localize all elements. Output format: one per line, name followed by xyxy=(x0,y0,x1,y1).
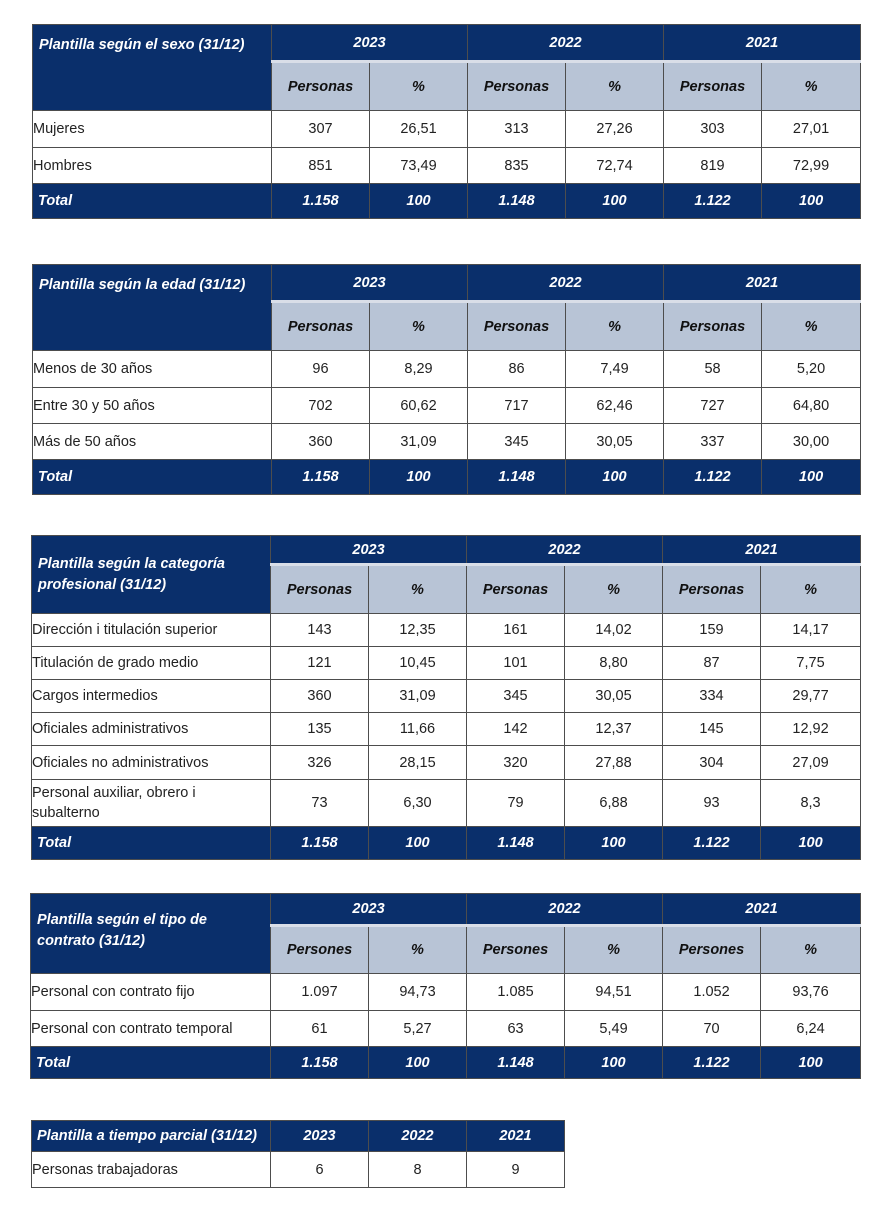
cell: 5,49 xyxy=(565,1011,663,1047)
table-parcial xyxy=(31,1120,565,1188)
table-edad xyxy=(32,264,861,495)
table-title-line: profesional (31/12) xyxy=(38,577,167,593)
cell: 27,09 xyxy=(761,746,861,780)
table-title-line: Plantilla según la categoría xyxy=(38,556,225,572)
column-header: Personas xyxy=(271,565,369,614)
cell: 717 xyxy=(468,388,566,424)
cell: 7,49 xyxy=(566,351,664,388)
cell: 6,24 xyxy=(761,1011,861,1047)
cell: 100 xyxy=(566,184,664,219)
cell: 320 xyxy=(467,746,565,780)
table-row xyxy=(33,388,861,424)
cell: 5,20 xyxy=(762,351,861,388)
row-label: Total xyxy=(33,184,272,219)
year-header: 2022 xyxy=(369,1121,467,1152)
row-label: Mujeres xyxy=(33,111,272,148)
column-header: % xyxy=(761,926,861,974)
row-label: Personas trabajadoras xyxy=(32,1152,271,1188)
year-header: 2023 xyxy=(272,25,468,62)
cell: 1.148 xyxy=(468,184,566,219)
cell: 62,46 xyxy=(566,388,664,424)
cell: 61 xyxy=(271,1011,369,1047)
row-label: Total xyxy=(32,827,271,860)
year-header: 2022 xyxy=(467,894,663,926)
cell: 64,80 xyxy=(762,388,861,424)
cell: 28,15 xyxy=(369,746,467,780)
total-row xyxy=(33,460,861,495)
cell: 14,17 xyxy=(761,614,861,647)
cell: 93 xyxy=(663,780,761,827)
row-label: Entre 30 y 50 años xyxy=(33,388,272,424)
table-row xyxy=(32,746,861,780)
cell: 96 xyxy=(272,351,370,388)
cell: 819 xyxy=(664,148,762,184)
cell: 30,05 xyxy=(565,680,663,713)
cell: 29,77 xyxy=(761,680,861,713)
cell: 1.122 xyxy=(664,460,762,495)
cell: 702 xyxy=(272,388,370,424)
year-header: 2023 xyxy=(271,894,467,926)
row-label: Total xyxy=(31,1047,271,1079)
cell: 8 xyxy=(369,1152,467,1188)
cell: 27,88 xyxy=(565,746,663,780)
year-header: 2021 xyxy=(663,536,861,565)
row-label: Titulación de grado medio xyxy=(32,647,271,680)
row-label: Oficiales no administrativos xyxy=(32,746,271,780)
cell: 100 xyxy=(761,827,861,860)
cell: 1.097 xyxy=(271,974,369,1011)
cell: 8,3 xyxy=(761,780,861,827)
table-row xyxy=(32,680,861,713)
row-label: Menos de 30 años xyxy=(33,351,272,388)
table-row xyxy=(32,614,861,647)
cell: 12,92 xyxy=(761,713,861,746)
row-label: Cargos intermedios xyxy=(32,680,271,713)
column-header: % xyxy=(565,565,663,614)
cell: 6,30 xyxy=(369,780,467,827)
table-row xyxy=(32,647,861,680)
cell: 9 xyxy=(467,1152,565,1188)
table-title xyxy=(32,536,271,614)
cell: 73 xyxy=(271,780,369,827)
row-label: Dirección i titulación superior xyxy=(32,614,271,647)
row-label: Más de 50 años xyxy=(33,424,272,460)
table-title-line: contrato (31/12) xyxy=(37,933,145,949)
cell: 142 xyxy=(467,713,565,746)
cell: 360 xyxy=(272,424,370,460)
total-row xyxy=(32,827,861,860)
cell: 12,35 xyxy=(369,614,467,647)
column-header: Personas xyxy=(272,62,370,111)
cell: 87 xyxy=(663,647,761,680)
cell: 360 xyxy=(271,680,369,713)
cell: 8,29 xyxy=(370,351,468,388)
cell: 6 xyxy=(271,1152,369,1188)
row-label: Total xyxy=(33,460,272,495)
year-header: 2021 xyxy=(467,1121,565,1152)
cell: 72,74 xyxy=(566,148,664,184)
table-row xyxy=(33,148,861,184)
cell: 1.085 xyxy=(467,974,565,1011)
year-header: 2023 xyxy=(272,265,468,302)
column-header: Personas xyxy=(664,62,762,111)
cell: 7,75 xyxy=(761,647,861,680)
cell: 334 xyxy=(663,680,761,713)
cell: 313 xyxy=(468,111,566,148)
cell: 26,51 xyxy=(370,111,468,148)
row-label: Hombres xyxy=(33,148,272,184)
cell: 1.158 xyxy=(271,1047,369,1079)
cell: 100 xyxy=(566,460,664,495)
table-title xyxy=(31,894,271,974)
year-header: 2022 xyxy=(467,536,663,565)
column-header: Personas xyxy=(663,565,761,614)
cell: 143 xyxy=(271,614,369,647)
row-label xyxy=(32,780,271,827)
year-header: 2021 xyxy=(663,894,861,926)
cell: 63 xyxy=(467,1011,565,1047)
cell: 1.052 xyxy=(663,974,761,1011)
column-header: Persones xyxy=(663,926,761,974)
cell: 58 xyxy=(664,351,762,388)
year-header: 2023 xyxy=(271,536,467,565)
table-contrato xyxy=(30,893,861,1079)
column-header: % xyxy=(369,565,467,614)
cell: 1.148 xyxy=(467,1047,565,1079)
cell: 326 xyxy=(271,746,369,780)
cell: 303 xyxy=(664,111,762,148)
table-sexo xyxy=(32,24,861,219)
total-row xyxy=(31,1047,861,1079)
cell: 94,51 xyxy=(565,974,663,1011)
cell: 27,26 xyxy=(566,111,664,148)
cell: 31,09 xyxy=(370,424,468,460)
cell: 100 xyxy=(565,1047,663,1079)
cell: 100 xyxy=(761,1047,861,1079)
table-row xyxy=(31,1011,861,1047)
year-header: 2021 xyxy=(664,25,861,62)
column-header: % xyxy=(566,62,664,111)
cell: 337 xyxy=(664,424,762,460)
total-row xyxy=(33,184,861,219)
column-header: % xyxy=(565,926,663,974)
cell: 1.158 xyxy=(272,184,370,219)
cell: 31,09 xyxy=(369,680,467,713)
cell: 8,80 xyxy=(565,647,663,680)
row-label: Oficiales administrativos xyxy=(32,713,271,746)
cell: 79 xyxy=(467,780,565,827)
cell: 100 xyxy=(370,184,468,219)
column-header: % xyxy=(761,565,861,614)
cell: 73,49 xyxy=(370,148,468,184)
cell: 1.122 xyxy=(664,184,762,219)
table-row xyxy=(31,974,861,1011)
cell: 100 xyxy=(369,1047,467,1079)
cell: 100 xyxy=(762,184,861,219)
cell: 145 xyxy=(663,713,761,746)
cell: 1.148 xyxy=(468,460,566,495)
cell: 727 xyxy=(664,388,762,424)
cell: 304 xyxy=(663,746,761,780)
table-row xyxy=(33,424,861,460)
cell: 161 xyxy=(467,614,565,647)
table-row xyxy=(32,713,861,746)
cell: 6,88 xyxy=(565,780,663,827)
year-header: 2021 xyxy=(664,265,861,302)
column-header: % xyxy=(762,302,861,351)
cell: 1.158 xyxy=(271,827,369,860)
cell: 11,66 xyxy=(369,713,467,746)
cell: 100 xyxy=(565,827,663,860)
cell: 60,62 xyxy=(370,388,468,424)
row-label-line: Personal auxiliar, obrero i xyxy=(32,785,196,801)
year-header: 2022 xyxy=(468,25,664,62)
cell: 345 xyxy=(467,680,565,713)
cell: 307 xyxy=(272,111,370,148)
table-row xyxy=(33,351,861,388)
year-header: 2022 xyxy=(468,265,664,302)
table-row xyxy=(33,111,861,148)
cell: 70 xyxy=(663,1011,761,1047)
cell: 93,76 xyxy=(761,974,861,1011)
column-header: Personas xyxy=(467,565,565,614)
table-title: Plantilla según la edad (31/12) xyxy=(33,265,272,351)
row-label-line: subalterno xyxy=(32,805,100,821)
column-header: % xyxy=(762,62,861,111)
cell: 94,73 xyxy=(369,974,467,1011)
cell: 86 xyxy=(468,351,566,388)
table-categoria xyxy=(31,535,861,860)
cell: 835 xyxy=(468,148,566,184)
column-header: % xyxy=(566,302,664,351)
row-label: Personal con contrato temporal xyxy=(31,1011,271,1047)
row-label: Personal con contrato fijo xyxy=(31,974,271,1011)
column-header: Personas xyxy=(272,302,370,351)
cell: 851 xyxy=(272,148,370,184)
year-header: 2023 xyxy=(271,1121,369,1152)
cell: 100 xyxy=(369,827,467,860)
table-row xyxy=(32,1152,565,1188)
cell: 100 xyxy=(762,460,861,495)
cell: 135 xyxy=(271,713,369,746)
cell: 10,45 xyxy=(369,647,467,680)
column-header: Persones xyxy=(271,926,369,974)
column-header: Personas xyxy=(468,62,566,111)
cell: 121 xyxy=(271,647,369,680)
cell: 100 xyxy=(370,460,468,495)
table-title: Plantilla según el sexo (31/12) xyxy=(33,25,272,111)
column-header: Persones xyxy=(467,926,565,974)
cell: 101 xyxy=(467,647,565,680)
cell: 30,05 xyxy=(566,424,664,460)
cell: 30,00 xyxy=(762,424,861,460)
column-header: Personas xyxy=(468,302,566,351)
column-header: % xyxy=(369,926,467,974)
cell: 12,37 xyxy=(565,713,663,746)
cell: 5,27 xyxy=(369,1011,467,1047)
cell: 1.122 xyxy=(663,827,761,860)
cell: 1.122 xyxy=(663,1047,761,1079)
cell: 27,01 xyxy=(762,111,861,148)
table-title: Plantilla a tiempo parcial (31/12) xyxy=(32,1121,271,1152)
cell: 345 xyxy=(468,424,566,460)
cell: 159 xyxy=(663,614,761,647)
cell: 1.158 xyxy=(272,460,370,495)
table-title-line: Plantilla según el tipo de xyxy=(37,912,207,928)
cell: 1.148 xyxy=(467,827,565,860)
cell: 14,02 xyxy=(565,614,663,647)
column-header: % xyxy=(370,62,468,111)
cell: 72,99 xyxy=(762,148,861,184)
column-header: Personas xyxy=(664,302,762,351)
table-row xyxy=(32,780,861,827)
column-header: % xyxy=(370,302,468,351)
